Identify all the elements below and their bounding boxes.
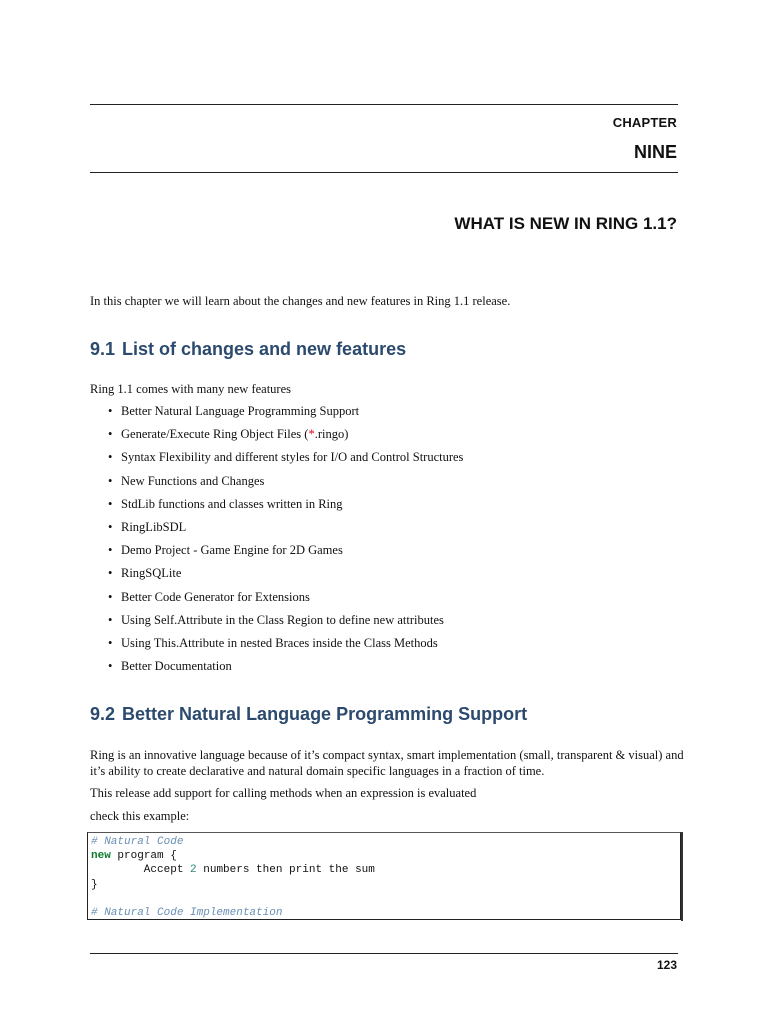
chapter-rule: [90, 172, 678, 173]
list-item: • Using Self.Attribute in the Class Region to define new attributes: [108, 610, 463, 633]
code-line: # Natural Code Implementation: [91, 906, 283, 919]
bullet-icon: •: [108, 589, 113, 604]
list-item: • Better Natural Language Programming Support: [108, 401, 463, 424]
section-heading-9-1: [90, 339, 406, 360]
code-block: [87, 832, 681, 920]
bullet-icon: •: [108, 659, 113, 674]
bullet-icon: •: [108, 566, 113, 581]
section2-paragraph-line2: it’s ability to create declarative and natural domain specific languages in a fraction of time.: [90, 764, 545, 778]
page-number: 123: [656, 958, 677, 972]
chapter-number: NINE: [633, 142, 677, 162]
chapter-label: CHAPTER: [612, 115, 677, 130]
section-heading-9-2: [90, 704, 527, 725]
list-item: • Generate/Execute Ring Object Files (*.ringo): [108, 424, 463, 447]
chapter-title: WHAT IS NEW IN RING 1.1?: [454, 214, 677, 233]
bullet-icon: •: [108, 612, 113, 627]
code-line: new program {: [91, 850, 177, 863]
list-item: • StdLib functions and classes written in Ring: [108, 494, 463, 517]
list-item: • RingSQLite: [108, 563, 463, 586]
list-item: • Better Documentation: [108, 656, 463, 679]
intro-paragraph: In this chapter we will learn about the changes and new features in Ring 1.1 release.: [90, 294, 511, 308]
section2-paragraph-3: check this example:: [90, 809, 190, 823]
list-item: • RingLibSDL: [108, 517, 463, 540]
section2-paragraph-2: This release add support for calling methods when an expression is evaluated: [90, 786, 477, 800]
bullet-icon: •: [108, 543, 113, 558]
section-title: List of changes and new features: [122, 339, 407, 359]
bullet-icon: •: [108, 427, 113, 442]
code-line-blank: [91, 892, 680, 906]
ringo-star: *: [308, 427, 315, 442]
section-number: 9.2: [90, 704, 116, 724]
section-title: Better Natural Language Programming Support: [122, 704, 528, 724]
bullet-icon: •: [108, 404, 113, 418]
section1-lead: Ring 1.1 comes with many new features: [90, 382, 291, 396]
code-line: Accept 2 numbers then print the sum: [91, 864, 375, 877]
list-item: • Using This.Attribute in nested Braces inside the Class Methods: [108, 633, 463, 656]
list-item: • Better Code Generator for Extensions: [108, 587, 463, 610]
bullet-icon: •: [108, 450, 113, 465]
top-rule: [90, 104, 678, 105]
code-line: # Natural Code: [91, 836, 184, 848]
bullet-icon: •: [108, 496, 113, 511]
bullet-icon: •: [108, 519, 113, 534]
list-item: • New Functions and Changes: [108, 471, 463, 494]
list-item: • Demo Project - Game Engine for 2D Games: [108, 540, 463, 563]
bullet-icon: •: [108, 473, 113, 488]
section2-paragraph-line1: Ring is an innovative language because of it’s compact syntax, smart implementation (small, transparent & visual) and: [90, 748, 684, 762]
bullet-icon: •: [108, 635, 113, 650]
code-line: }: [91, 878, 98, 891]
section-number: 9.1: [90, 339, 116, 359]
list-item: • Syntax Flexibility and different styles for I/O and Control Structures: [108, 447, 463, 470]
footer-rule: [90, 953, 678, 954]
code-block-edge: [681, 832, 683, 921]
feature-list: [108, 401, 463, 679]
